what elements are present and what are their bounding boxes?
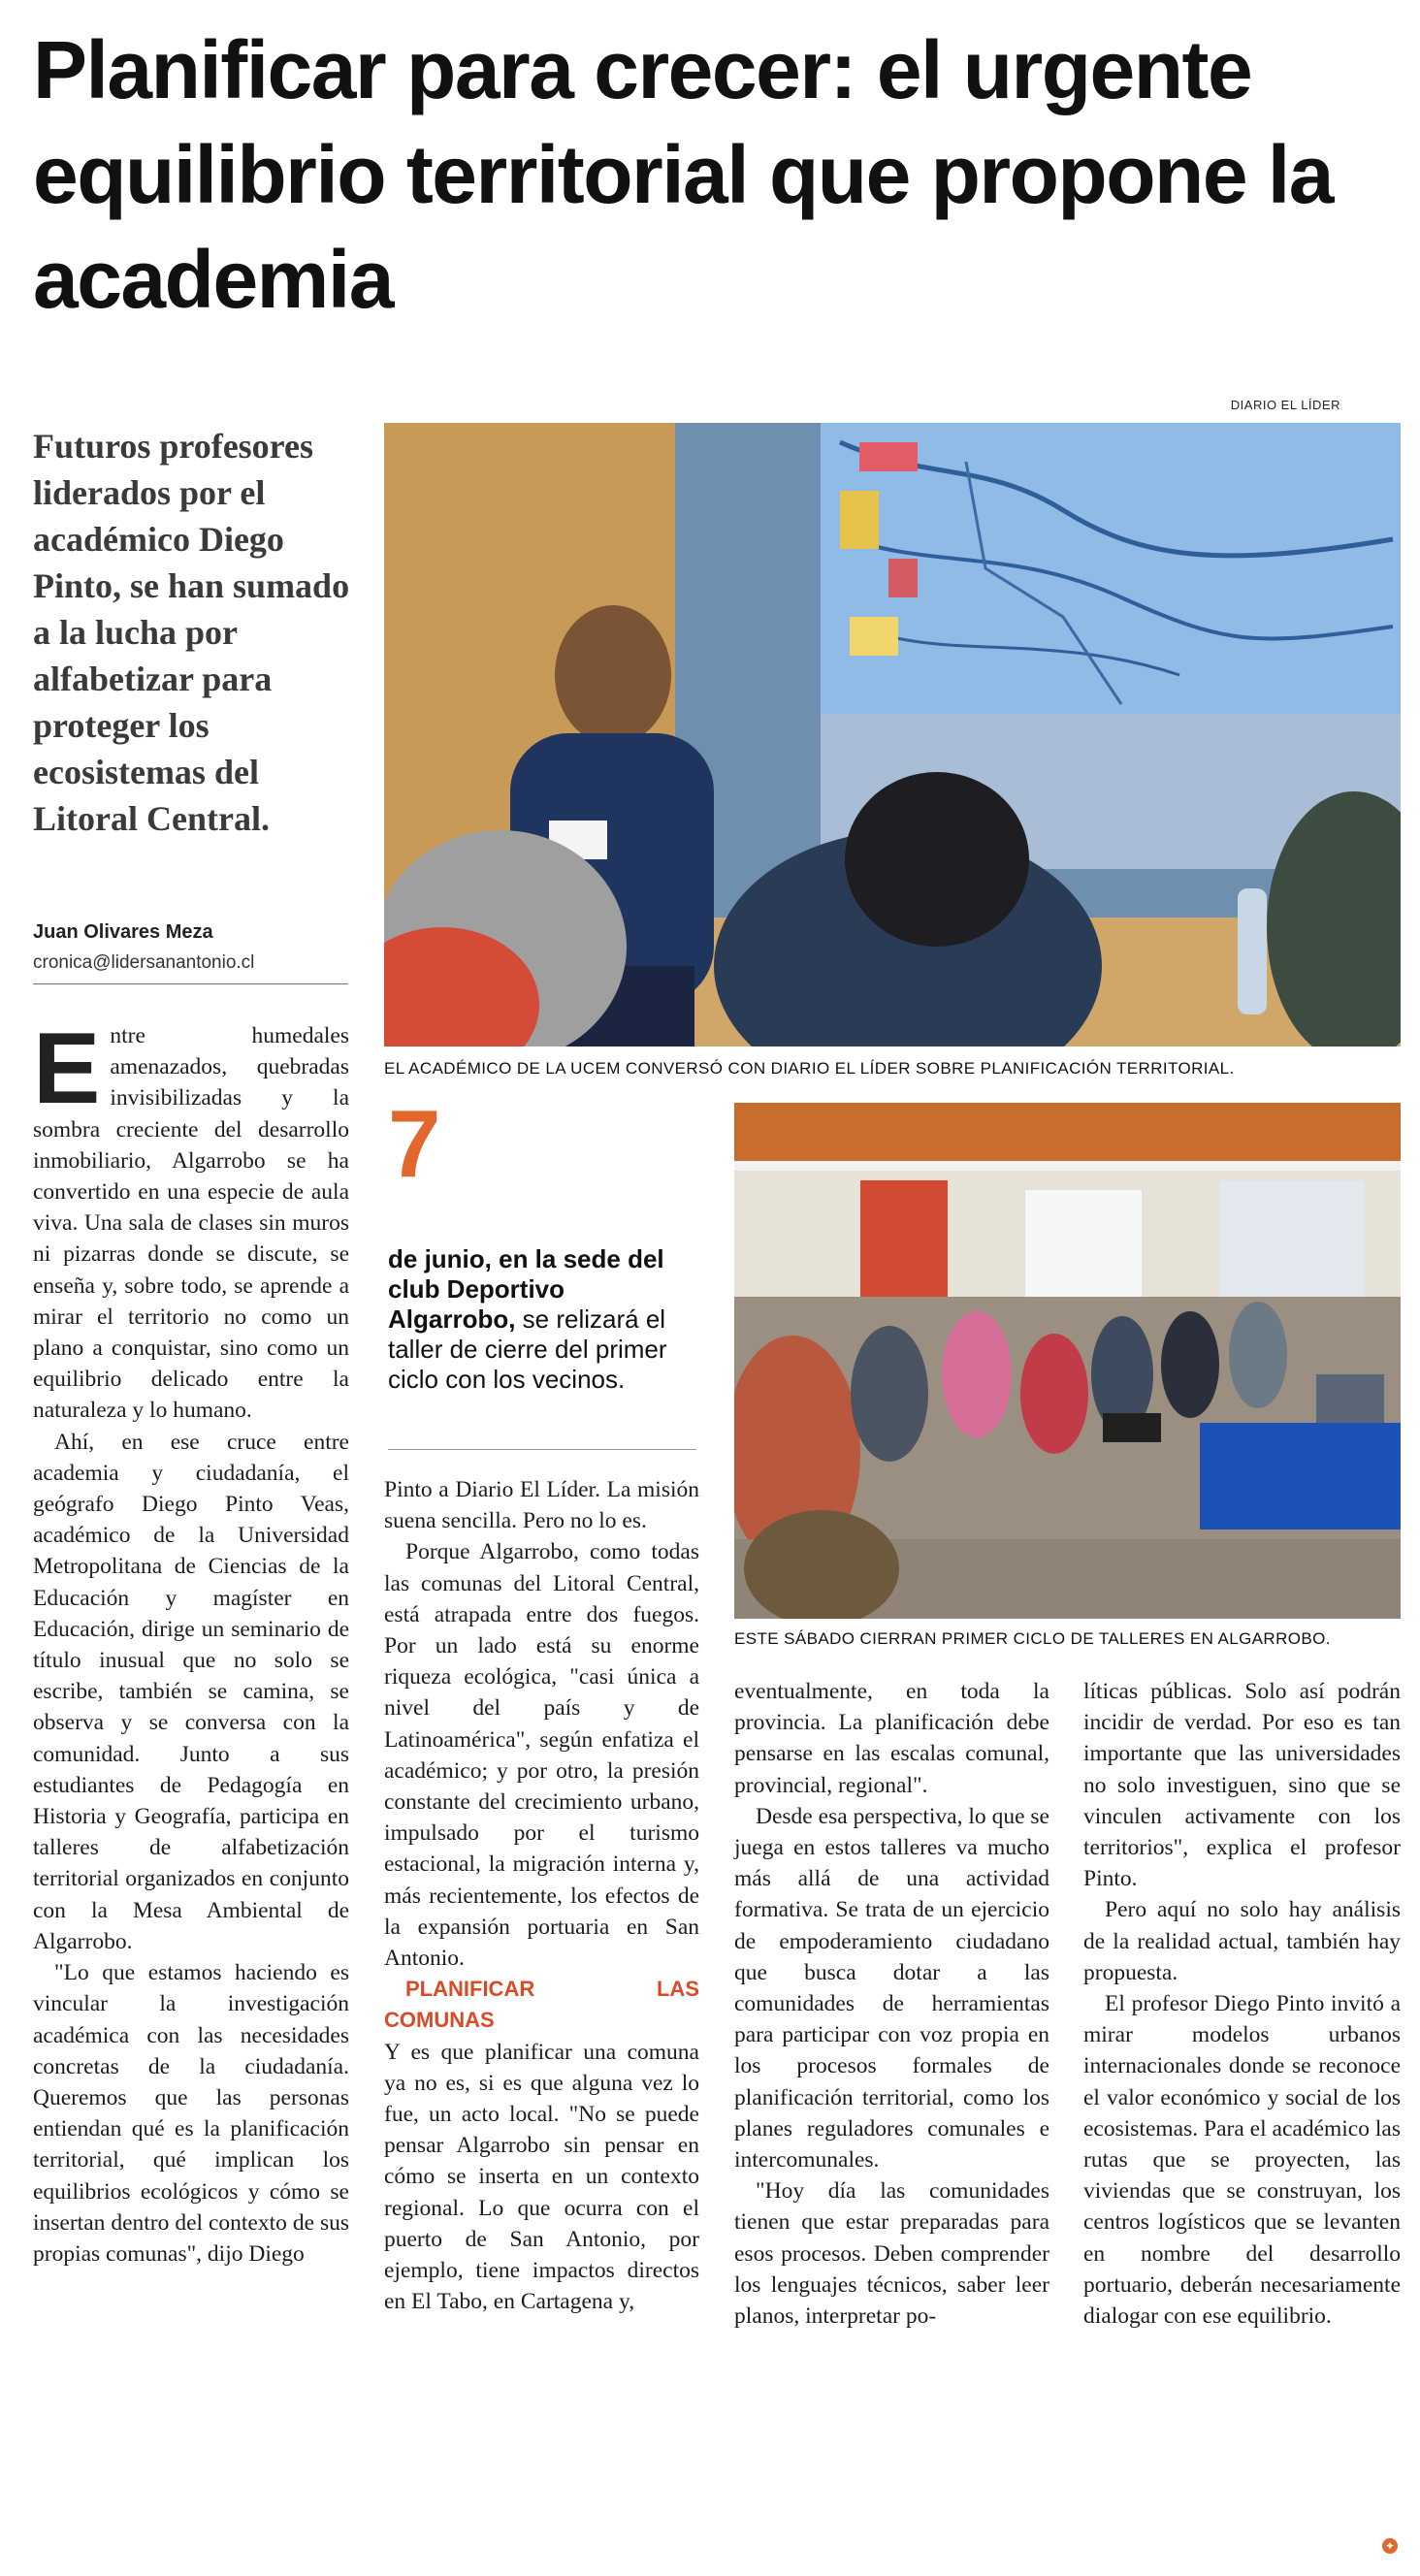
workshop-photo-illustration [734, 1103, 1401, 1619]
drop-cap: E [33, 1013, 101, 1125]
body-paragraph: Y es que planificar una comuna ya no es, si es que alguna vez lo fue, un acto local. "No se puede pensar Algarrobo sin pensar en cómo se inserta en un contexto regional. Lo que ocurra con el puerto de San Antonio, por ejemplo, tiene impactos directos en El Tabo, en Cartagena y, [384, 2039, 699, 2315]
pull-quote-number: 7 [388, 1090, 441, 1197]
body-paragraph: Pero aquí no solo hay análisis de la realidad actual, también hay propuesta. [1083, 1897, 1401, 1985]
byline-divider [33, 983, 348, 984]
body-paragraph: líticas públicas. Solo así podrán incidir de verdad. Por eso es tan importante que las universidades no solo investiguen, sino que se vinculen activamente con los territorios", explica el profesor Pinto. [1083, 1679, 1401, 1892]
body-paragraph: Desde esa perspectiva, lo que se juega en estos talleres va mucho más allá de una actividad formativa. Se trata de un ejercicio de empoderamiento ciudadano que busca dotar a las comunidades de herramientas para participar con voz propia en los procesos formales de planificación territorial, como los planes reguladores comunales e intercomunales. [734, 1803, 1049, 2174]
top-photo [384, 423, 1401, 1046]
presentation-photo-illustration [384, 423, 1401, 1046]
body-paragraph: Ahí, en ese cruce entre academia y ciudadanía, el geógrafo Diego Pinto Veas, académico de la Universidad Metropolitana de Ciencias de la Educación y magíster en Educación, dirige un seminario de título inusual que no solo se escribe, también se camina, se observa y se conversa con la comunidad. Junto a sus estudiantes de Pedagogía en Historia y Geografía, participa en talleres de alfabetización territorial organizados en conjunto con la Mesa Ambiental de Algarrobo. [33, 1429, 349, 1954]
author-name: Juan Olivares Meza [33, 921, 213, 943]
body-column-4 [1083, 1676, 1401, 2332]
lead-paragraph: Futuros profesores liderados por el académico Diego Pinto, se han sumado a la lucha por alfabetizar para proteger los ecosistemas del Litoral Central. [33, 427, 350, 838]
body-column-3 [734, 1676, 1049, 2332]
body-column-1 [33, 1013, 349, 2270]
body-paragraph: El profesor Diego Pinto invitó a mirar modelos urbanos internacionales donde se reconoce el valor económico y social de los ecosistemas. Para el académico las rutas que se proyecten, las viviendas que se construyan, los centros logísticos que se levanten en nombre del desarrollo portuario, deberán necesariamente dialogar con ese equilibrio. [1083, 1991, 1401, 2330]
pull-quote [388, 1244, 696, 1395]
author-email[interactable]: cronica@lidersanantonio.cl [33, 952, 255, 973]
body-column-2 [384, 1474, 699, 2317]
pull-quote-strong: de junio, en la sede del club Deportivo Algarrobo, [388, 1244, 664, 1334]
headline: Planificar para crecer: el urgente equilibrio territorial que propone la academia [33, 24, 1333, 325]
body-paragraph: "Lo que estamos haciendo es vincular la investigación académica con las necesidades concretas de la ciudadanía. Queremos que las personas entiendan qué es la planificación territorial, qué implican los equilibrios ecológicos y cómo se insertan dentro del contexto de sus propias comunas", dijo Diego [33, 1960, 349, 2267]
section-subhead: PLANIFICAR LAS COMUNAS [384, 1977, 699, 2033]
body-paragraph [33, 1013, 349, 1427]
body-paragraph-text: ntre humedales amenazados, quebradas invisibilizadas y la sombra creciente del desarrollo inmobiliario, Algarrobo se ha convertido en una especie de aula viva. Una sala de clases sin muros ni pizarras donde se discute, se enseña y, sobre todo, se aprende a mirar el territorio no como un plano a conquistar, sino como un equilibrio delicado entre la naturaleza y lo humano. [33, 1023, 349, 1424]
photo-credit: DIARIO EL LÍDER [1230, 398, 1340, 412]
body-paragraph: Pinto a Diario El Líder. La misión suena sencilla. Pero no lo es. [384, 1477, 699, 1534]
bottom-photo-caption: ESTE SÁBADO CIERRAN PRIMER CICLO DE TALLERES EN ALGARROBO. [734, 1629, 1331, 1648]
end-of-article-icon: ✦ [1382, 2538, 1398, 2554]
body-paragraph: eventualmente, en toda la provincia. La planificación debe pensarse en las escalas comunal, provincial, regional". [734, 1679, 1049, 1798]
body-paragraph: "Hoy día las comunidades tienen que estar preparadas para esos procesos. Deben comprender los lenguajes técnicos, saber leer planos, interpretar po- [734, 2178, 1049, 2330]
pull-quote-text: se relizará el taller de cierre del primer ciclo con los vecinos. [388, 1304, 667, 1394]
pull-quote-divider [388, 1449, 696, 1450]
body-paragraph: Porque Algarrobo, como todas las comunas del Litoral Central, está atrapada entre dos fuegos. Por un lado está su enorme riqueza ecológica, "casi única a nivel del país y de Latinoamérica", según enfatiza el académico; y por otro, la presión constante del crecimiento urbano, impulsado por el turismo estacional, la migración interna y, más recientemente, los efectos de la expansión portuaria en San Antonio. [384, 1539, 699, 1972]
bottom-photo [734, 1103, 1401, 1619]
top-photo-caption: EL ACADÉMICO DE LA UCEM CONVERSÓ CON DIARIO EL LÍDER SOBRE PLANIFICACIÓN TERRITORIAL. [384, 1059, 1235, 1078]
